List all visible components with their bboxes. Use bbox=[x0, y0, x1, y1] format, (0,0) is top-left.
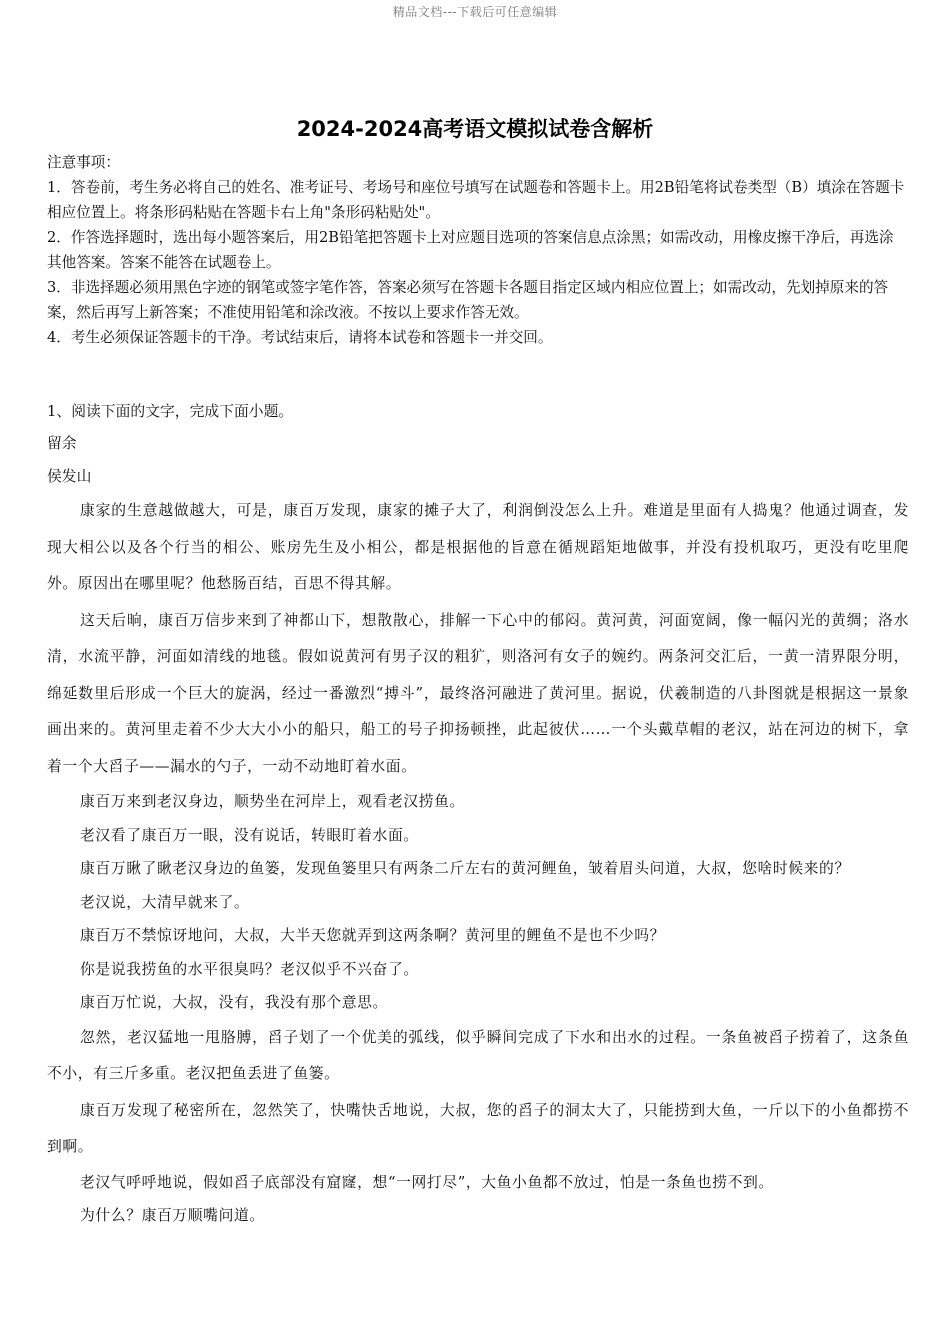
notice-section bbox=[47, 150, 907, 350]
story-paragraph: 忽然，老汉猛地一甩胳膊，舀子划了一个优美的弧线，似乎瞬间完成了下水和出水的过程。一条鱼被舀子捞着了，这条鱼不小，有三斤多重。老汉把鱼丢进了鱼篓。 bbox=[47, 1028, 909, 1082]
question-intro: 1、阅读下面的文字，完成下面小题。 bbox=[47, 403, 294, 420]
story-paragraph: 康家的生意越做越大，可是，康百万发现，康家的摊子大了，利润倒没怎么上升。难道是里面有人捣鬼？他通过调查，发现大相公以及各个行当的相公、账房先生及小相公，都是根据他的旨意在循规蹈矩地做事，并没有投机取巧，更没有吃里爬外。原因出在哪里呢？他愁肠百结，百思不得其解。 bbox=[47, 502, 909, 592]
story-paragraph: 老汉说，大清早就来了。 bbox=[80, 893, 250, 911]
story-paragraph: 老汉看了康百万一眼，没有说话，转眼盯着水面。 bbox=[80, 826, 419, 844]
page-title: 2024-2024高考语文模拟试卷含解析 bbox=[296, 117, 654, 141]
notice-item: 4．考生必须保证答题卡的干净。考试结束后，请将本试卷和答题卡一并交回。 bbox=[47, 329, 553, 346]
story-paragraph: 老汉气呼呼地说，假如舀子底部没有窟窿，想“一网打尽”，大鱼小鱼都不放过，怕是一条鱼也捞不到。 bbox=[80, 1173, 774, 1191]
story-paragraph: 这天后晌，康百万信步来到了神都山下，想散散心，排解一下心中的郁闷。黄河黄，河面宽阔，像一幅闪光的黄绸；洛水清，水流平静，河面如清线的地毯。假如说黄河有男子汉的粗犷，则洛河有女子的婉约。两条河交汇后，一黄一清界限分明，绵延数里后形成一个巨大的旋涡，经过一番激烈“搏斗”，最终洛河融进了黄河里。据说，伏羲制造的八卦图就是根据这一景象画出来的。黄河里走着不少大大小小的船只，船工的号子抑扬顿挫，此起彼伏……一个头戴草帽的老汉，站在河边的树下，拿着一个大舀子——漏水的勺子，一动不动地盯着水面。 bbox=[47, 611, 909, 775]
story-title: 留余 bbox=[47, 435, 77, 452]
notice-item: 1．答卷前，考生务必将自己的姓名、准考证号、考场号和座位号填写在试题卷和答题卡上。用2B铅笔将试卷类型（B）填涂在答题卡相应位置上。将条形码粘贴在答题卡右上角"条形码粘贴处"。 bbox=[47, 179, 905, 221]
story-author: 侯发山 bbox=[47, 468, 92, 485]
notice-heading: 注意事项： bbox=[47, 154, 120, 171]
story-paragraph: 康百万发现了秘密所在，忽然笑了，快嘴快舌地说，大叔，您的舀子的洞太大了，只能捞到大鱼，一斤以下的小鱼都捞不到啊。 bbox=[47, 1101, 909, 1155]
reading-passage bbox=[47, 397, 909, 1233]
story-paragraph: 康百万瞅了瞅老汉身边的鱼篓，发现鱼篓里只有两条二斤左右的黄河鲤鱼，皱着眉头问道，大叔，您啥时候来的？ bbox=[80, 860, 850, 877]
header-watermark: 精品文档---下载后可任意编辑 bbox=[392, 5, 558, 19]
notice-item: 2．作答选择题时，选出每小题答案后，用2B铅笔把答题卡上对应题目选项的答案信息点涂黑；如需改动，用橡皮擦干净后，再选涂其他答案。答案不能答在试题卷上。 bbox=[47, 229, 894, 271]
story-paragraph: 你是说我捞鱼的水平很臭吗？老汉似乎不兴奋了。 bbox=[80, 960, 419, 978]
story-paragraph: 为什么？康百万顺嘴问道。 bbox=[80, 1207, 265, 1224]
notice-item: 3．非选择题必须用黑色字迹的钢笔或签字笔作答，答案必须写在答题卡各题目指定区域内相应位置上；如需改动，先划掉原来的答案，然后再写上新答案；不准使用铅笔和涂改液。不按以上要求作答无效。 bbox=[47, 279, 889, 321]
story-paragraph: 康百万不禁惊讶地问，大叔，大半天您就弄到这两条啊？黄河里的鲤鱼不是也不少吗？ bbox=[80, 927, 666, 944]
story-paragraph: 康百万来到老汉身边，顺势坐在河岸上，观看老汉捞鱼。 bbox=[80, 793, 465, 810]
story-paragraph: 康百万忙说，大叔，没有，我没有那个意思。 bbox=[80, 994, 388, 1011]
